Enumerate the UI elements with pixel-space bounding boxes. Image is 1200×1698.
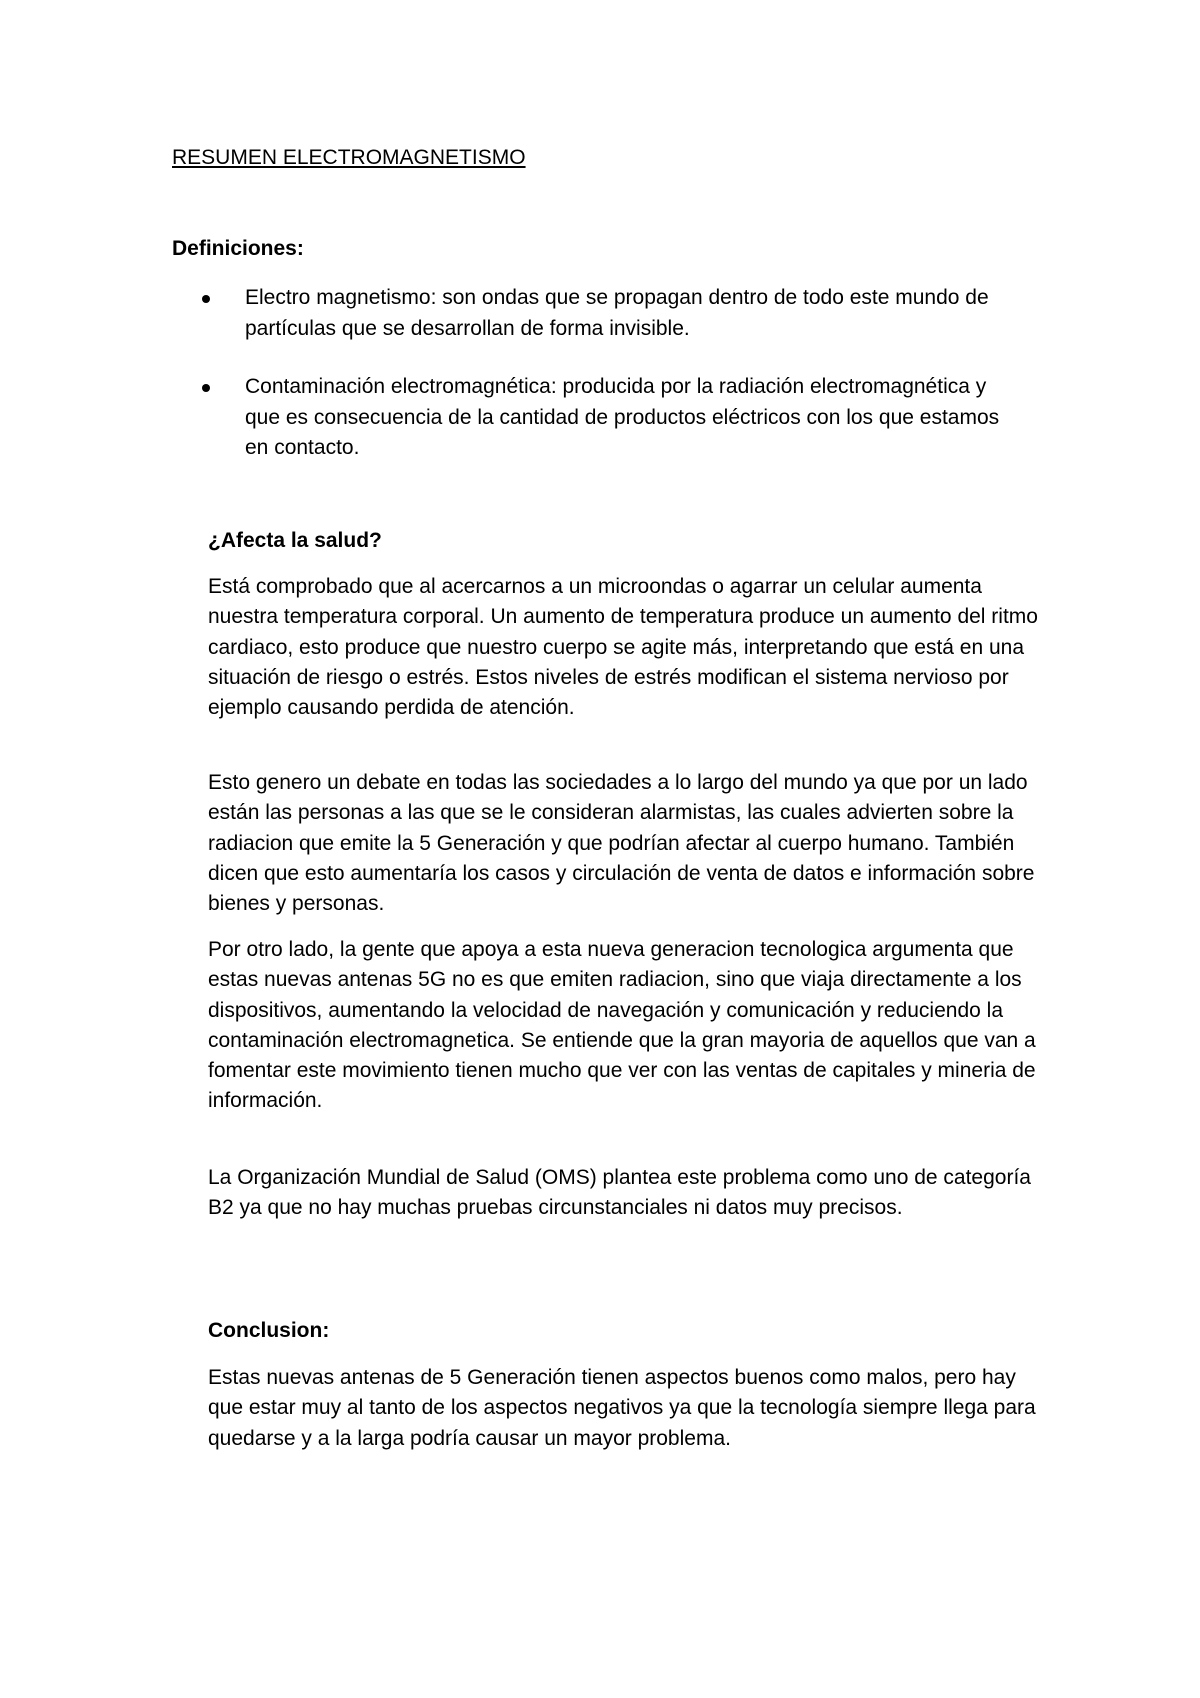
- salud-paragraph-3: Por otro lado, la gente que apoya a esta nueva generacion tecnologica argumenta que estas nuevas antenas 5G no es que emiten radiacion, sino que viaja directamente a los dispositivos, aumentando la velocidad de navegación y comunicación y reduciendo la contaminación electromagnetica. Se entiende que la gran mayoria de aquellos que van a fomentar este movimiento tienen mucho que ver con las ventas de capitales y mineria de información.: [208, 938, 1036, 1113]
- salud-heading: ¿Afecta la salud?: [208, 529, 382, 552]
- conclusion-heading: Conclusion:: [208, 1319, 330, 1342]
- list-item: [200, 372, 1020, 464]
- definitions-list: [200, 283, 1020, 492]
- salud-paragraph-4: La Organización Mundial de Salud (OMS) plantea este problema como uno de categoría B2 ya que no hay muchas pruebas circunstanciales ni datos muy precisos.: [208, 1166, 1031, 1220]
- document-title: RESUMEN ELECTROMAGNETISMO: [172, 146, 526, 169]
- definiciones-heading: Definiciones:: [172, 237, 304, 260]
- salud-paragraph-1: Está comprobado que al acercarnos a un microondas o agarrar un celular aumenta nuestra temperatura corporal. Un aumento de temperatura produce un aumento del ritmo cardiaco, esto produce que nuestro cuerpo se agite más, interpretando que está en una situación de riesgo o estrés. Estos niveles de estrés modifican el sistema nervioso por ejemplo causando perdida de atención.: [208, 575, 1038, 720]
- conclusion-paragraph: Estas nuevas antenas de 5 Generación tienen aspectos buenos como malos, pero hay que estar muy al tanto de los aspectos negativos ya que la tecnología siempre llega para quedarse y a la larga podría causar un mayor problema.: [208, 1366, 1036, 1450]
- definition-electromagnetismo: Electro magnetismo: son ondas que se propagan dentro de todo este mundo de partículas que se desarrollan de forma invisible.: [245, 286, 989, 340]
- bullet-icon: [202, 295, 210, 303]
- list-item: [200, 283, 1020, 344]
- bullet-icon: [202, 384, 210, 392]
- definition-contaminacion: Contaminación electromagnética: producida por la radiación electromagnética y que es consecuencia de la cantidad de productos eléctricos con los que estamos en contacto.: [245, 375, 1000, 459]
- salud-paragraph-2: Esto genero un debate en todas las sociedades a lo largo del mundo ya que por un lado están las personas a las que se le consideran alarmistas, las cuales advierten sobre la radiacion que emite la 5 Generación y que podrían afectar al cuerpo humano. También dicen que esto aumentaría los casos y circulación de venta de datos e información sobre bienes y personas.: [208, 771, 1035, 916]
